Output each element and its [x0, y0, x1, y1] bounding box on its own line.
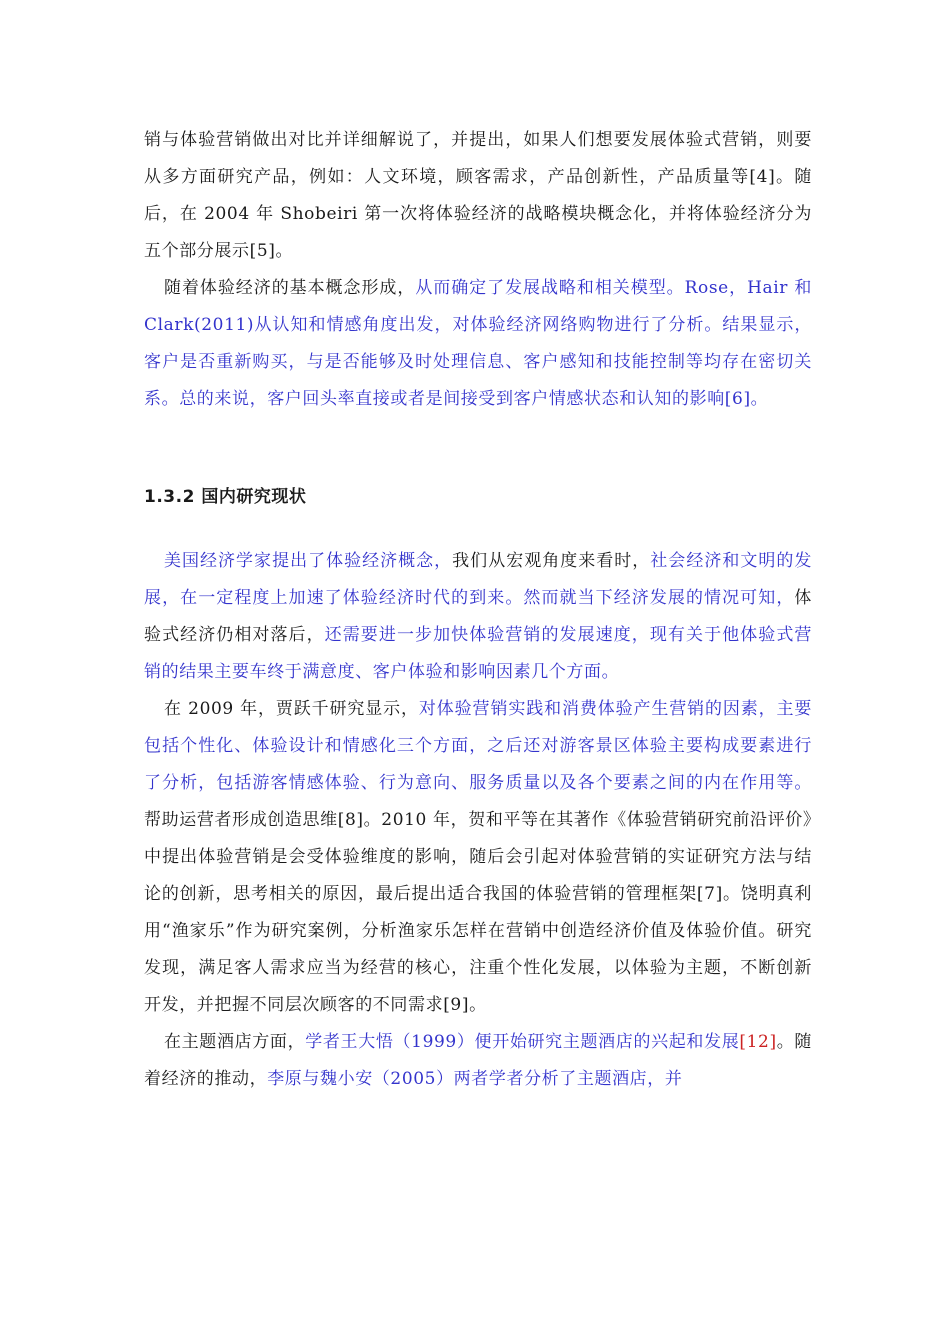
paragraph-3-part-a: 美国经济学家提出了体验经济概念，: [164, 551, 453, 571]
paragraph-3-part-e: 还需要进一步加快体验营销的发展速度，现有关于他体验式营销的结果主要车终于满意度、客户体验和影响因素几个方面。: [144, 625, 813, 682]
document-page: [144, 122, 812, 1098]
paragraph-1-text: 销与体验营销做出对比并详细解说了，并提出，如果人们想要发展体验式营销，则要从多方面研究产品，例如：人文环境，顾客需求，产品创新性，产品质量等[4]。随后，在 2004 年 Shobeiri 第一次将体验经济的战略模块概念化，并将体验经济分为五个部分展示[5]。: [144, 130, 812, 261]
paragraph-2-part-a: 随着体验经济的基本概念形成，: [164, 278, 416, 298]
paragraph-3-part-d: 体验式经济仍相对落后，: [144, 588, 812, 645]
paragraph-4-part-c: 帮助运营者形成创造思维[8]。2010 年，贺和平等在其著作《体验营销研究前沿评价》中提出体验营销是会受体验维度的影响，随后会引起对体验营销的实证研究方法与结论的创新，思考相关的原因，最后提出适合我国的体验营销的管理框架[7]。饶明真利用“渔家乐”作为研究案例，分析渔家乐怎样在营销中创造经济价值及体验价值。研究发现，满足客人需求应当为经营的核心，注重个性化发展，以体验为主题，不断创新开发，并把握不同层次顾客的不同需求[9]。: [144, 810, 812, 1015]
paragraph-4: [144, 691, 812, 1024]
paragraph-2-part-b: 从而确定了发展战略和相关模型。Rose，Hair 和 Clark(2011)从认知和情感角度出发，对体验经济网络购物进行了分析。结果显示，客户是否重新购买，与是否能够及时处理信息、客户感知和技能控制等均存在密切关系。总的来说，客户回头率直接或者是间接受到客户情感状态和认知的影响[6]。: [144, 278, 812, 409]
paragraph-4-part-b: 对体验营销实践和消费体验产生营销的因素，主要包括个性化、体验设计和情感化三个方面，之后还对游客景区体验主要构成要素进行了分析，包括游客情感体验、行为意向、服务质量以及各个要素之间的内在作用等。: [144, 699, 812, 793]
paragraph-5-part-a: 在主题酒店方面，: [164, 1032, 306, 1052]
paragraph-3-part-b: 我们从宏观角度来看时，: [452, 551, 651, 571]
paragraph-5-part-e: 李原与魏小安（2005）两者学者分析了主题酒店，并: [267, 1069, 683, 1089]
paragraph-3-part-c: 社会经济和文明的发展，在一定程度上加速了体验经济时代的到来。然而就当下经济发展的情况可知，: [144, 551, 812, 608]
paragraph-2: [144, 270, 812, 418]
paragraph-1: [144, 122, 812, 270]
paragraph-5-part-d: 。随着经济的推动，: [144, 1032, 812, 1089]
section-heading: 1.3.2 国内研究现状: [144, 487, 307, 507]
paragraph-4-part-a: 在 2009 年，贾跃千研究显示，: [164, 699, 419, 719]
paragraph-3: [144, 543, 812, 691]
paragraph-5: [144, 1024, 812, 1098]
paragraph-5-part-b: 学者王大悟（1999）便开始研究主题酒店的兴起和发展: [305, 1032, 740, 1052]
paragraph-5-citation: [12]: [739, 1032, 777, 1052]
